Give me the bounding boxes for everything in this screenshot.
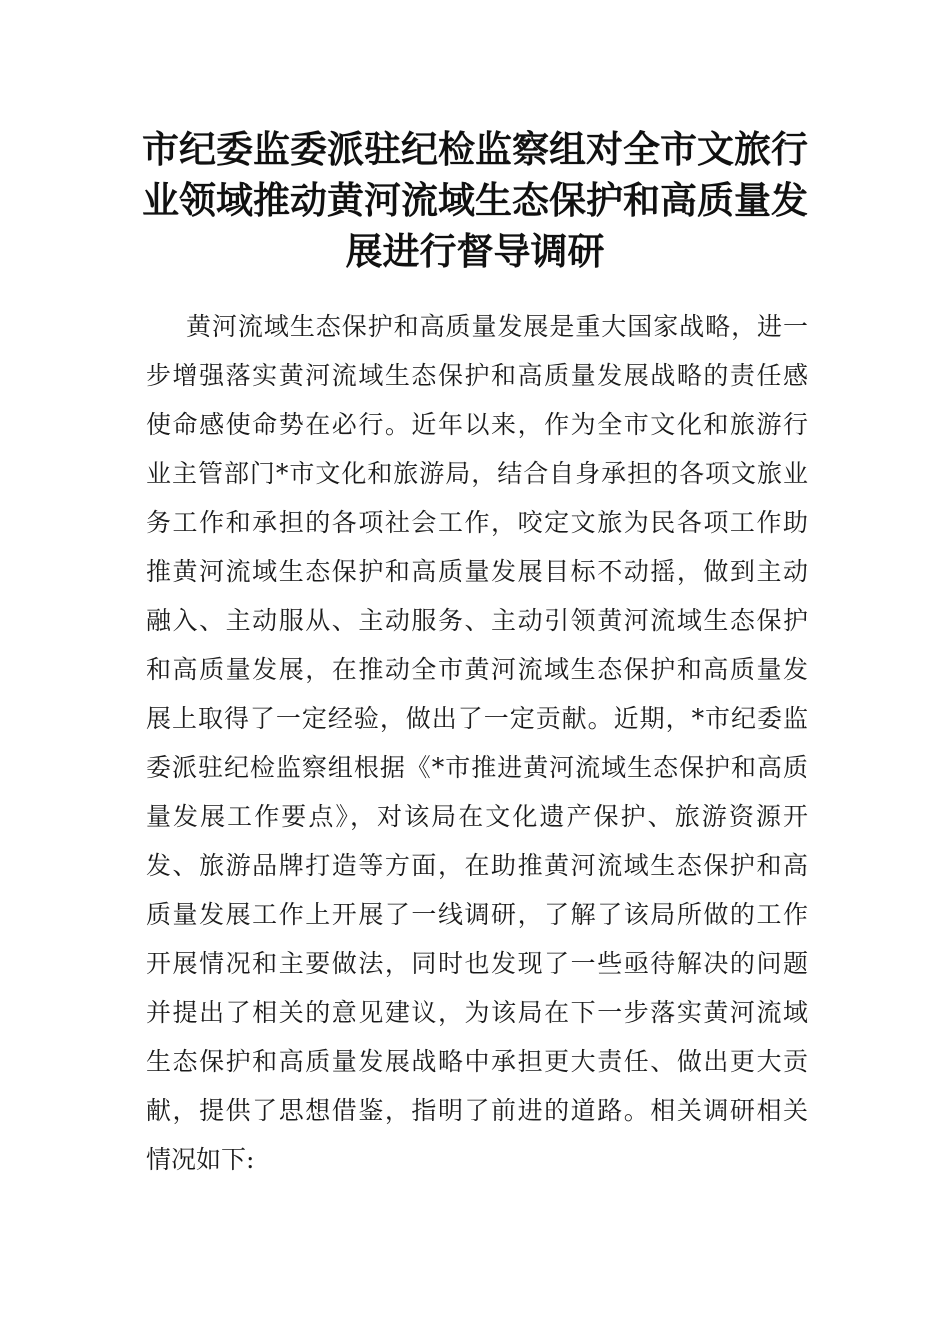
paragraph-line: 情况如下: — [146, 1145, 255, 1174]
paragraph-line: 发、旅游品牌打造等方面，在助推黄河流域生态保护和高 — [146, 851, 808, 880]
paragraph-line: 展上取得了一定经验，做出了一定贡献。近期，*市纪委监 — [146, 704, 808, 733]
paragraph-line: 推黄河流域生态保护和高质量发展目标不动摇，做到主动 — [146, 557, 808, 586]
paragraph-line: 生态保护和高质量发展战略中承担更大责任、做出更大贡 — [146, 1047, 808, 1076]
paragraph-line: 融入、主动服从、主动服务、主动引领黄河流域生态保护 — [146, 606, 808, 635]
paragraph-line: 献，提供了思想借鉴，指明了前进的道路。相关调研相关 — [146, 1096, 808, 1125]
paragraph-line: 并提出了相关的意见建议，为该局在下一步落实黄河流域 — [146, 998, 808, 1027]
paragraph-line: 和高质量发展，在推动全市黄河流域生态保护和高质量发 — [146, 655, 808, 684]
body-paragraph — [146, 302, 808, 1184]
paragraph-line: 务工作和承担的各项社会工作，咬定文旅为民各项工作助 — [146, 508, 808, 537]
paragraph-line: 使命感使命势在必行。近年以来，作为全市文化和旅游行 — [146, 410, 808, 439]
title-line: 业领域推动黄河流域生态保护和高质量发 — [142, 178, 808, 222]
paragraph-line: 量发展工作要点》，对该局在文化遗产保护、旅游资源开 — [146, 802, 808, 831]
title-line: 市纪委监委派驻纪检监察组对全市文旅行 — [142, 127, 808, 171]
title-line: 展进行督导调研 — [345, 229, 605, 273]
paragraph-line: 步增强落实黄河流域生态保护和高质量发展战略的责任感 — [146, 361, 808, 390]
paragraph-line: 委派驻纪检监察组根据《*市推进黄河流域生态保护和高质 — [146, 753, 808, 782]
paragraph-line: 业主管部门*市文化和旅游局，结合自身承担的各项文旅业 — [146, 459, 808, 488]
paragraph-line: 质量发展工作上开展了一线调研，了解了该局所做的工作 — [146, 900, 808, 929]
document-title — [140, 124, 810, 277]
paragraph-line: 开展情况和主要做法，同时也发现了一些亟待解决的问题 — [146, 949, 808, 978]
paragraph-line: 黄河流域生态保护和高质量发展是重大国家战略，进一 — [186, 312, 808, 341]
